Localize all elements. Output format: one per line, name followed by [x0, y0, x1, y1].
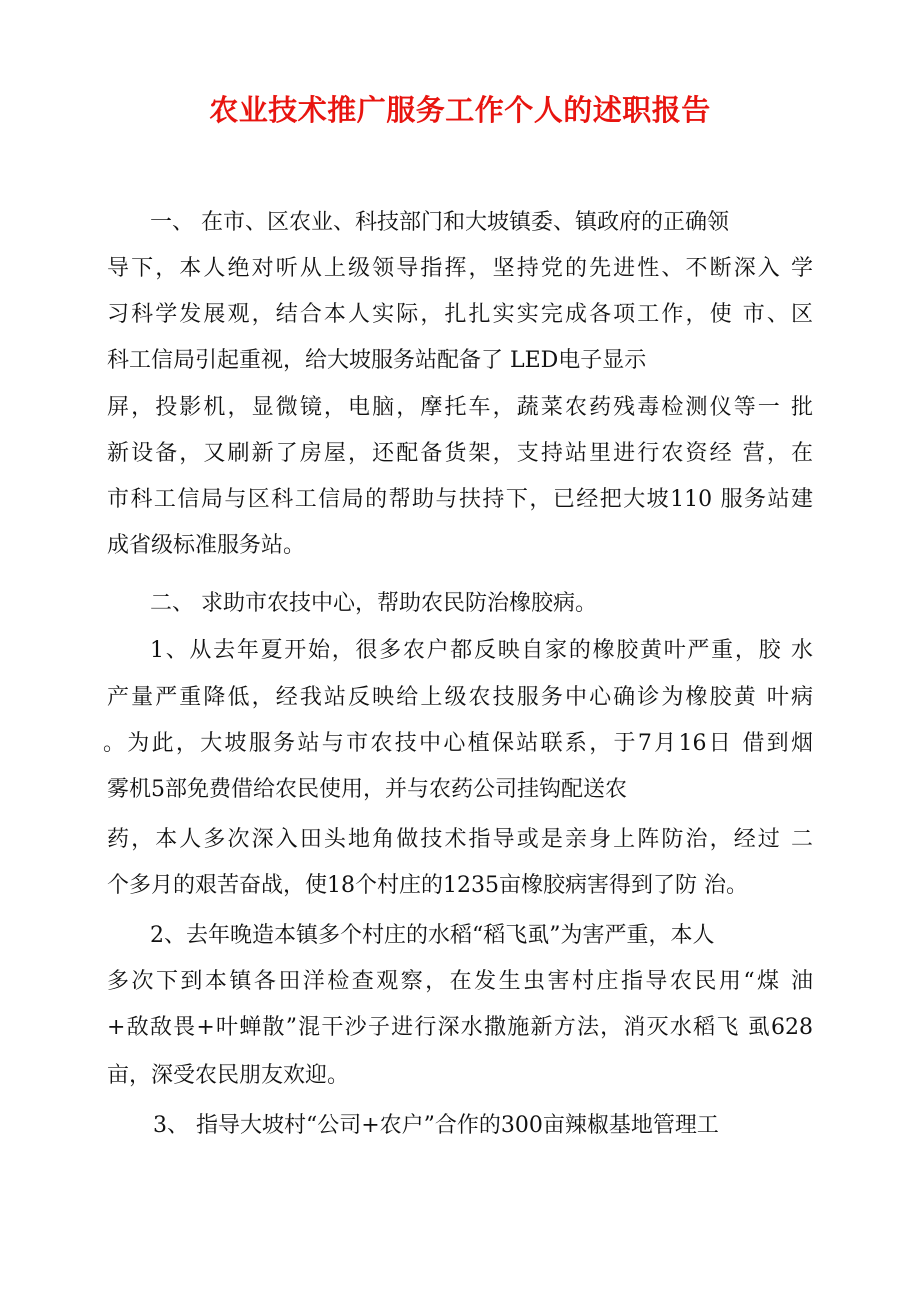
item-1-line: 药，本人多次深入田头地角做技术指导或是亲身上阵防治，经过 二 [107, 827, 813, 852]
paragraph-1-line: 习科学发展观，结合本人实际，扎扎实实完成各项工作，使 市、区 [107, 302, 813, 327]
document-title: 农业技术推广服务工作个人的述职报告 [209, 93, 711, 127]
item-1-line: 雾机5部免费借给农民使用，并与农药公司挂钩配送农 [107, 777, 627, 802]
item-3-line: 3、 指导大坡村“公司+农户”合作的300亩辣椒基地管理工 [153, 1113, 719, 1138]
item-1-line: 。为此，大坡服务站与市农技中心植保站联系，于7月16日 借到烟 [103, 731, 813, 756]
paragraph-1-line: 科工信局引起重视，给大坡服务站配备了 LED电子显示 [107, 348, 647, 373]
item-2-line: 多次下到本镇各田洋检查观察，在发生虫害村庄指导农民用“煤 油 [107, 969, 813, 994]
item-1-line: 1、从去年夏开始，很多农户都反映自家的橡胶黄叶严重，胶 水 [150, 638, 813, 663]
item-2-line: 亩，深受农民朋友欢迎。 [107, 1063, 350, 1088]
section-2-heading: 二、 求助市农技中心，帮助农民防治橡胶病。 [150, 591, 597, 616]
paragraph-1-line: 市科工信局与区科工信局的帮助与扶持下，已经把大坡110 服务站建 [107, 487, 813, 512]
item-2-line: +敌敌畏+叶蝉散”混干沙子进行深水撒施新方法，消灭水稻飞 虱628 [107, 1015, 813, 1040]
paragraph-1-line: 导下，本人绝对听从上级领导指挥，坚持党的先进性、不断深入 学 [107, 256, 813, 281]
item-1-line: 产量严重降低，经我站反映给上级农技服务中心确诊为橡胶黄 叶病 [107, 685, 813, 710]
paragraph-1-line: 新设备，又刷新了房屋，还配备货架，支持站里进行农资经 营，在 [107, 441, 813, 466]
paragraph-1-line: 成省级标准服务站。 [107, 533, 306, 558]
paragraph-1-line: 屏，投影机，显微镜，电脑，摩托车，蔬菜农药残毒检测仪等一 批 [107, 395, 813, 420]
paragraph-1-line: 一、 在市、区农业、科技部门和大坡镇委、镇政府的正确领 [150, 210, 729, 235]
item-2-line: 2、去年晚造本镇多个村庄的水稻“稻飞虱”为害严重，本人 [150, 923, 715, 948]
item-1-line: 个多月的艰苦奋战，使18个村庄的1235亩橡胶病害得到了防 治。 [107, 873, 748, 898]
